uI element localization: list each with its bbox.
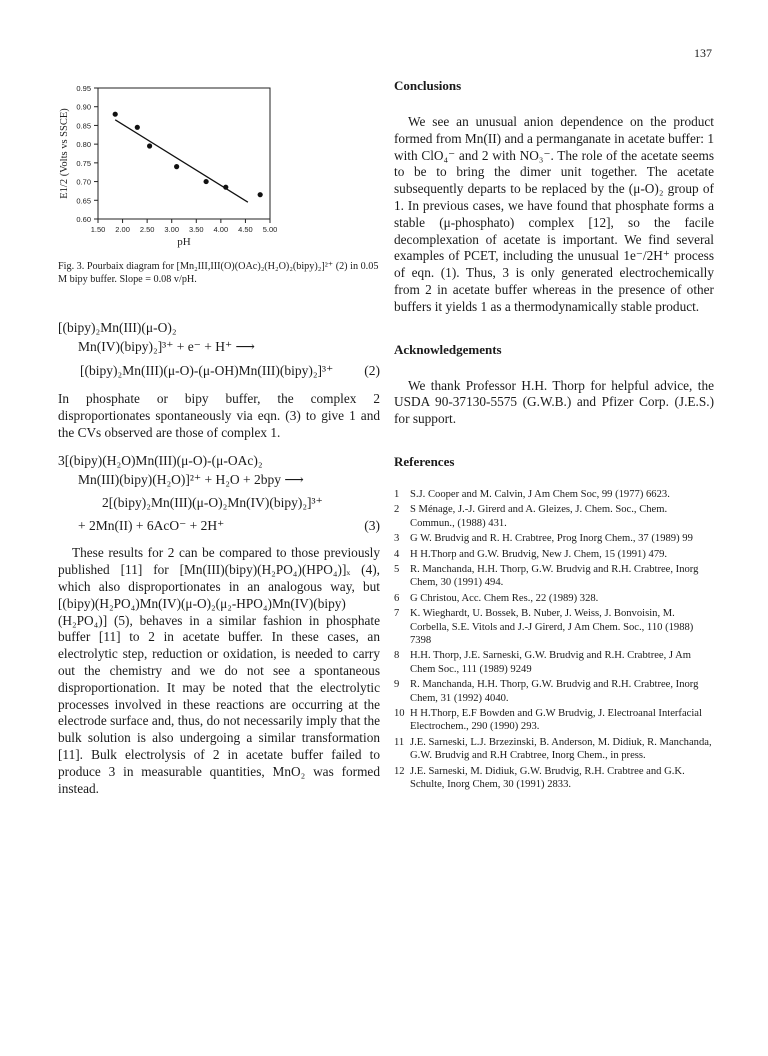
acknowledgements-heading: Acknowledgements xyxy=(394,341,502,357)
reference-item xyxy=(394,532,714,545)
reference-item xyxy=(394,563,714,590)
eq2-number: (2) xyxy=(364,363,380,378)
reference-text: H H.Thorp, E.F Bowden and G.W Brudvig, J. Electroanal Interfacial Electrochem., 290 (1990) 293. xyxy=(410,708,702,733)
eq2-line3 xyxy=(58,361,380,380)
reference-text: S.J. Cooper and M. Calvin, J Am Chem Soc, 99 (1977) 6623. xyxy=(410,488,670,500)
reference-item xyxy=(394,765,714,792)
reference-number: 9 xyxy=(394,679,400,691)
reference-number: 8 xyxy=(394,650,400,662)
x-tick-label: 2.00 xyxy=(115,225,130,234)
reference-item xyxy=(394,592,714,605)
y-tick-label: 0.70 xyxy=(76,177,91,187)
reference-item xyxy=(394,736,714,763)
references-list xyxy=(394,488,714,792)
data-point xyxy=(174,164,179,169)
reference-text: G Christou, Acc. Chem Res., 22 (1989) 328. xyxy=(410,592,599,604)
reference-item xyxy=(394,678,714,705)
reference-item xyxy=(394,707,714,734)
acknowledgements-text: We thank Professor H.H. Thorp for helpful advice, the USDA 90-37130-5575 (G.W.B.) and Pfizer Corp. (J.E.S.) for support. xyxy=(394,377,714,427)
x-tick-label: 4.50 xyxy=(238,225,253,234)
reference-text: G W. Brudvig and R. H. Crabtree, Prog Inorg Chem., 37 (1989) 99 xyxy=(410,533,693,545)
y-tick-label: 0.60 xyxy=(76,215,91,224)
reference-text: R. Manchanda, H.H. Thorp, G.W. Brudvig and R.H. Crabtree, Inorg Chem, 31 (1992) 4040. xyxy=(410,679,699,704)
reference-item xyxy=(394,503,714,530)
reference-item xyxy=(394,607,714,647)
x-tick-label: 2.50 xyxy=(139,225,155,234)
data-point xyxy=(135,125,140,130)
eq2-line1: [(bipy)₂Mn(III)(μ-O)₂ xyxy=(58,320,177,335)
reference-number: 2 xyxy=(394,504,400,516)
x-tick-label: 1.50 xyxy=(90,225,106,234)
reference-item xyxy=(394,548,714,561)
eq2-line2: Mn(IV)(bipy)₂]³⁺ + e⁻ + H⁺ ⟶ xyxy=(78,339,255,354)
reference-number: 5 xyxy=(394,563,400,575)
reference-text: J.E. Sarneski, L.J. Brzezinski, B. Anderson, M. Didiuk, R. Manchanda, G.W. Brudvig and R.H Crabtree, Inorg Chem., in press. xyxy=(410,736,712,762)
reference-text: H H.Thorp and G.W. Brudvig, New J. Chem, 15 (1991) 479. xyxy=(410,548,668,560)
fit-line xyxy=(115,120,248,202)
x-tick-label: 3.00 xyxy=(164,225,180,234)
x-axis-label: pH xyxy=(177,236,191,248)
eq3-line1: 3[(bipy)(H₂O)Mn(III)(μ-O)-(μ-OAc)₂ xyxy=(58,453,263,469)
y-tick-label: 0.80 xyxy=(76,140,91,150)
data-point xyxy=(223,185,228,190)
y-tick-label: 0.75 xyxy=(76,158,91,168)
data-point xyxy=(147,143,152,148)
data-point xyxy=(204,179,209,184)
reference-text: R. Manchanda, H.H. Thorp, G.W. Brudvig and R.H. Crabtree, Inorg Chem, 30 (1991) 494. xyxy=(410,563,699,589)
reference-text: S Ménage, J.-J. Girerd and A. Gleizes, J. Chem. Soc., Chem. Commun., (1988) 431. xyxy=(410,504,668,529)
reference-number: 12 xyxy=(394,765,405,777)
eq3-line3: 2[(bipy)₂Mn(III)(μ-O)₂Mn(IV)(bipy)₂]³⁺ xyxy=(102,495,323,511)
y-axis-label: E1/2 (Volts vs SSCE) xyxy=(59,108,70,199)
eq3-number: (3) xyxy=(364,518,380,534)
reference-number: 1 xyxy=(394,488,400,500)
reference-item xyxy=(394,649,714,676)
conclusions-text: We see an unusual anion dependence on the product formed from Mn(II) and a permanganate in acetate buffer: 1 with ClO₄⁻ and 2 with NO₃⁻. The role of the acetate seems to be to bring the dimer unit together. The acetate subsequently departs to be replaced by the (μ-O)₂ group of 1. In previous cases, we have found that phosphate forms a stable (μ-phosphato) complex [12], so the facile decomplexation of acetate is important. We find several examples of PCET, including the unusual 1e⁻/2H⁺ process of eqn. (1). Thus, 3 is only generated electrochemically from 2 in acetate buffer whereas in the presence of other buffers it yields 1 as a thermodynamically stable product. xyxy=(394,114,714,314)
reference-item xyxy=(394,488,714,501)
pourbaix-figure xyxy=(58,78,380,258)
eq3-line4-text: + 2Mn(II) + 6AcO⁻ + 2H⁺ xyxy=(78,518,225,534)
reference-number: 7 xyxy=(394,608,400,620)
reference-text: J.E. Sarneski, M. Didiuk, G.W. Brudvig, R.H. Crabtree and G.K. Schulte, Inorg Chem, 30 (1991) 2833. xyxy=(410,765,685,791)
page-number: 137 xyxy=(694,46,712,60)
y-tick-label: 0.90 xyxy=(76,102,91,112)
references-heading: References xyxy=(394,453,455,469)
disproportionation-paragraph: In phosphate or bipy buffer, the complex 2 disproportionates spontaneously via eqn. (3) to give 1 and the CVs observed are those of complex 1. xyxy=(58,391,380,440)
y-tick-label: 0.65 xyxy=(76,196,91,206)
conclusions-heading: Conclusions xyxy=(394,78,462,93)
data-point xyxy=(258,192,263,197)
reference-number: 6 xyxy=(394,592,400,604)
results-paragraph: These results for 2 can be compared to those previously published [11] for [Mn(III)(bipy)(H₂PO₄)(HPO₄)]ₓ (4), which also disproportionates in an analogous way, but [(bipy)(H₂PO₄)Mn(IV)(μ-O)₂(μ₂-HPO₄)Mn(IV)(bipy)(H₂PO₄)] (5), behaves in a similar fashion in phosphate buffer [11] to 2 in acetate buffer. In these cases, an electrolytic step, reduction or oxidation, is needed to carry out the chemistry and we do not see a spontaneous disproportionation. It may be noted that the electrolytic processes involved in these reactions are occurring at the electrode surface and, thus, do not necessarily imply that the bulk solution is also undergoing a similar transformation [11]. Bulk electrolysis of 2 in acetate buffer failed to produce 3 in measurable quantities, MnO₂ was formed instead. xyxy=(58,545,380,796)
reference-number: 11 xyxy=(394,736,405,748)
figure-caption: Fig. 3. Pourbaix diagram for [Mn₂III,III(O)(OAc)₂(H₂O)₂(bipy)₂]²⁺ (2) in 0.05 M bipy buffer. Slope = 0.08 v/pH. xyxy=(58,261,379,285)
reference-number: 10 xyxy=(394,708,405,720)
x-tick-label: 5.00 xyxy=(262,225,278,234)
data-point xyxy=(113,112,118,117)
reference-text: H.H. Thorp, J.E. Sarneski, G.W. Brudvig and R.H. Crabtree, J Am Chem Soc., 111 (1989) 9249 xyxy=(410,650,692,675)
reference-text: K. Wieghardt, U. Bossek, B. Nuber, J. Weiss, J. Bonvoisin, M. Corbella, S.E. Vitols and J.-J Girerd, J Am Chem. Soc., 110 (1988) 7398 xyxy=(410,608,694,647)
reference-number: 4 xyxy=(394,548,400,560)
reference-number: 3 xyxy=(394,533,400,545)
x-tick-label: 3.50 xyxy=(188,225,204,234)
pourbaix-chart xyxy=(58,78,380,258)
eq3-line4 xyxy=(58,516,380,535)
right-column xyxy=(394,78,714,793)
eq3-line2: Mn(III)(bipy)(H₂O)]²⁺ + H₂O + 2bpy ⟶ xyxy=(78,472,304,488)
x-tick-label: 4.00 xyxy=(213,225,229,234)
y-tick-label: 0.85 xyxy=(76,121,91,131)
y-tick-label: 0.95 xyxy=(76,84,91,93)
eq2-line3-text: [(bipy)₂Mn(III)(μ-O)-(μ-OH)Mn(III)(bipy)₂]³⁺ xyxy=(80,363,334,378)
left-column xyxy=(58,78,380,797)
